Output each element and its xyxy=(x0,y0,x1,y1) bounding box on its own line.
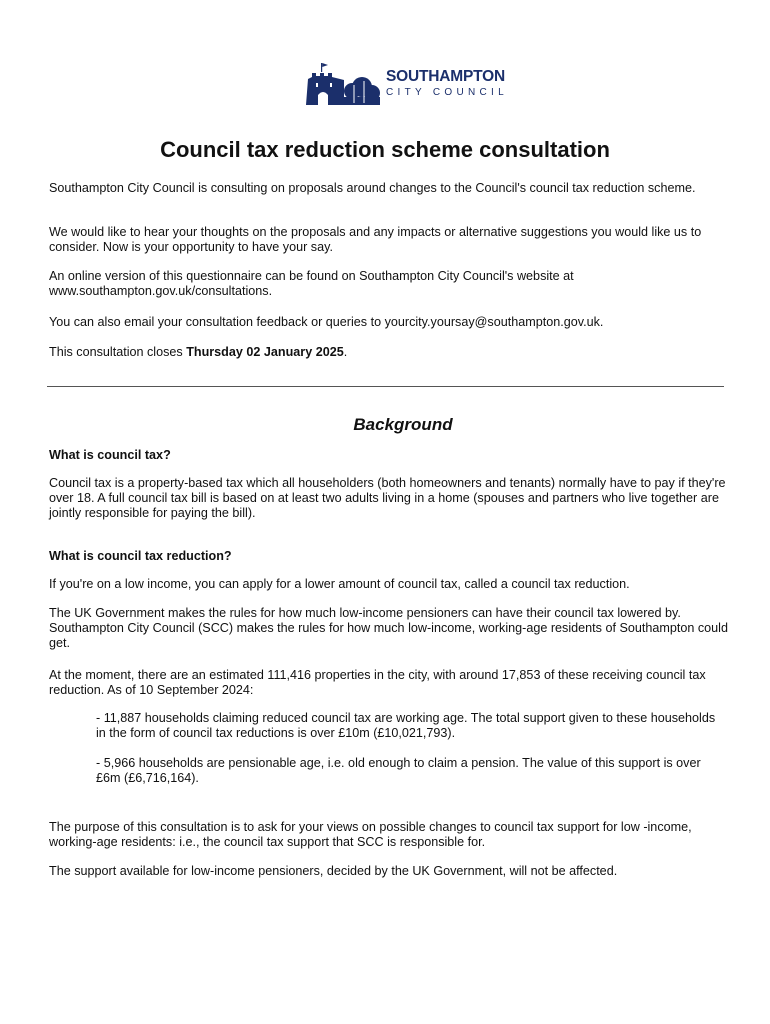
logo-name-main: SOUTHAMPTON xyxy=(386,68,505,85)
intro-paragraph-4: You can also email your consultation feedback or queries to yourcity.yoursay@southampton.gov.uk. xyxy=(49,315,604,329)
question-heading-council-tax: What is council tax? xyxy=(49,448,171,462)
pension-age-bullet: - 5,966 households are pensionable age, i.e. old enough to claim a pension. The value of this support is over £6m (£6,716,164). xyxy=(96,756,701,785)
closing-prefix: This consultation closes xyxy=(49,345,187,359)
working-age-bullet: - 11,887 households claiming reduced council tax are working age. The total support given to these households in the form of council tax reductions is over £10m (£10,021,793). xyxy=(96,711,716,740)
castle-emblem-icon xyxy=(304,61,382,107)
question-heading-reduction: What is council tax reduction? xyxy=(49,549,232,563)
intro-paragraph-1: Southampton City Council is consulting on proposals around changes to the Council's council tax reduction scheme. xyxy=(49,181,696,195)
page-title: Council tax reduction scheme consultation xyxy=(160,137,610,162)
background-heading: Background xyxy=(353,415,453,434)
intro-paragraph-2: We would like to hear your thoughts on the proposals and any impacts or alternative suggestions you would like us to consider. Now is your opportunity to have your say. xyxy=(49,225,702,254)
council-tax-explanation: Council tax is a property-based tax which all householders (both homeowners and tenants) normally have to pay if they're over 18. A full council tax bill is based on at least two adults living in a home (spouses and partners who live together are jointly responsible for paying the bill). xyxy=(49,476,726,520)
reduction-paragraph-1: If you're on a low income, you can apply for a lower amount of council tax, called a council tax reduction. xyxy=(49,577,630,591)
closing-suffix: . xyxy=(343,345,348,359)
purpose-paragraph: The purpose of this consultation is to ask for your views on possible changes to council tax support for low -income, working-age residents: i.e., the council tax support that SCC is responsible for. xyxy=(49,820,692,849)
closing-date-paragraph xyxy=(49,345,729,360)
reduction-paragraph-2: The UK Government makes the rules for how much low-income pensioners can have their council tax lowered by. Southampton City Council (SCC) makes the rules for how much low-income, working-age residents of Southampton could get. xyxy=(49,606,728,650)
pensioners-note: The support available for low-income pensioners, decided by the UK Government, will not be affected. xyxy=(49,864,618,878)
council-logo xyxy=(304,61,508,107)
section-divider xyxy=(47,386,724,387)
reduction-paragraph-3: At the moment, there are an estimated 111,416 properties in the city, with around 17,853 of these receiving council tax reduction. As of 10 September 2024: xyxy=(49,668,706,697)
closing-date: Thursday 02 January 2025 xyxy=(186,345,344,359)
logo-name-sub: CITY COUNCIL xyxy=(386,87,508,98)
intro-paragraph-3: An online version of this questionnaire can be found on Southampton City Council's website at www.southampton.gov.uk/consultations. xyxy=(49,269,574,298)
